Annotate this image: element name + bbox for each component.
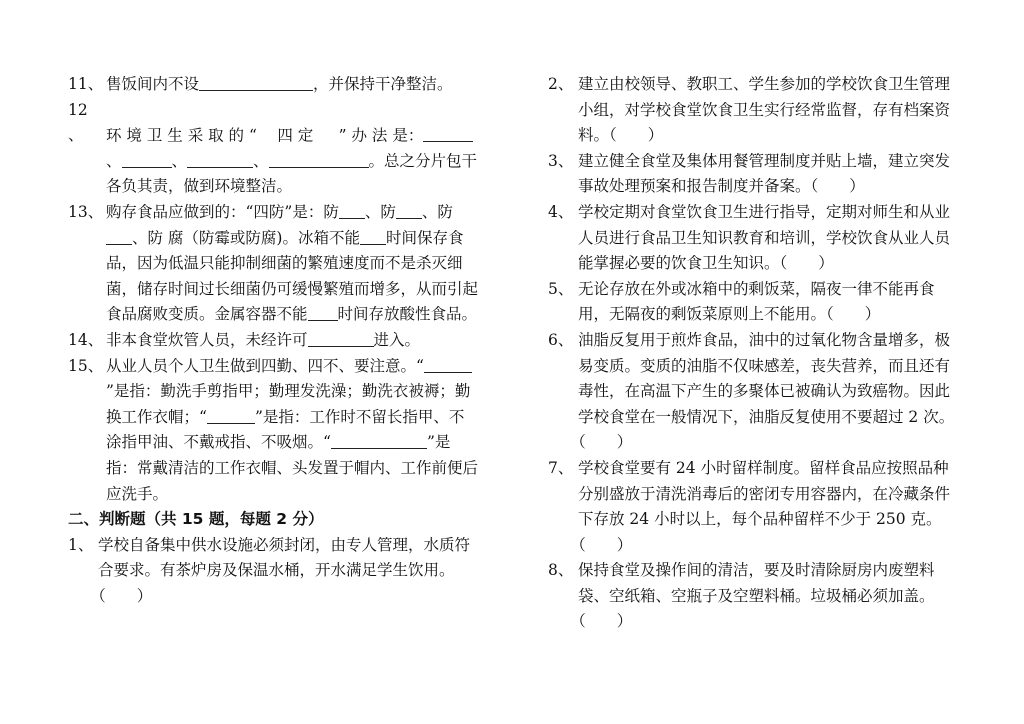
judge-item-7: 7、 学校食堂要有 24 小时留样制度。留样食品应按照品种分别盛放于清洗消毒后的密闭专用容器内，在冷藏条件下存放 24 小时以上，每个品种留样不少于 250 克。（ ） bbox=[548, 458, 951, 554]
answer-parenthesis[interactable]: （ ） bbox=[810, 177, 865, 196]
question-14: 14、 非本食堂炊管人员，未经许可 进入。 bbox=[68, 330, 421, 349]
fill-blank[interactable] bbox=[396, 202, 422, 219]
judge-item-4: 4、 学校定期对食堂饮食卫生进行指导，定期对师生和从业人员进行食品卫生知识教育和培训，学校饮食从业人员能掌握必要的饮食卫生知识。（ ） bbox=[548, 202, 951, 273]
fill-blank[interactable] bbox=[308, 330, 374, 347]
question-15: 15、 从业人员个人卫生做到四勤、四不、要注意。“”是指：勤洗手剪指甲；勤理发洗澡；勤洗衣被褥；勤换工作衣帽；“ ”是指：工作时不留长指甲、不涂指甲油、不戴戒指、不吸烟。“ ”是指：常戴清洁的工作衣帽、头发置于帽内、工作前便后应洗手。 bbox=[68, 356, 479, 503]
answer-parenthesis[interactable]: （ ） bbox=[779, 254, 834, 273]
judge-item-2: 2、 建立由校领导、教职工、学生参加的学校饮食卫生管理小组，对学校食堂饮食卫生实行经常监督，存有档案资料。（ ） bbox=[548, 75, 951, 145]
answer-parenthesis[interactable]: （ ） bbox=[578, 612, 633, 631]
answer-parenthesis[interactable]: （ ） bbox=[609, 126, 664, 145]
judge-item-1: 1、 学校自备集中供水设施必须封闭，由专人管理，水质符合要求。有茶炉房及保温水桶，开水满足学生饮用。（ ） bbox=[68, 535, 471, 605]
answer-parenthesis[interactable]: （ ） bbox=[826, 305, 881, 324]
fill-blank[interactable] bbox=[423, 125, 473, 142]
fill-blank[interactable] bbox=[360, 228, 386, 245]
fill-blank[interactable] bbox=[187, 151, 253, 168]
left-column bbox=[68, 72, 478, 609]
answer-parenthesis[interactable]: （ ） bbox=[578, 433, 633, 452]
fill-blank[interactable] bbox=[308, 304, 338, 321]
judge-item-5: 5、 无论存放在外或冰箱中的剩饭菜，隔夜一律不能再食用，无隔夜的剩饭菜原则上不能用。（ ） bbox=[548, 279, 935, 324]
section-heading: 二、判断题（共 15 题，每题 2 分） bbox=[68, 510, 324, 529]
question-12: 12 、 环 境 卫 生 采 取 的 “ 四 定 ” 办 法 是：、 、 、 。总之分片包干各负其责，做到环境整洁。 bbox=[68, 100, 478, 196]
fill-blank[interactable] bbox=[269, 151, 369, 168]
judge-item-3: 3、 建立健全食堂及集体用餐管理制度并贴上墙，建立突发事故处理预案和报告制度并备案。（ ） bbox=[548, 151, 951, 196]
fill-blank[interactable] bbox=[424, 356, 472, 373]
fill-blank[interactable] bbox=[339, 202, 365, 219]
judge-item-6: 6、 油脂反复用于煎炸食品，油中的过氧化物含量增多，极易变质。变质的油脂不仅味感差，丧失营养，而且还有毒性，在高温下产生的多聚体已被确认为致癌物。因此学校食堂在一般情况下，油脂反复使用不要超过 2 次。（ ） bbox=[548, 330, 955, 452]
fill-blank[interactable] bbox=[331, 432, 427, 449]
fill-blank[interactable] bbox=[207, 407, 255, 424]
question-13: 13、 购存食品应做到的：“四防”是：防 、防 、防、防 腐（防霉或防腐)。冰箱不能 时间保存食品，因为低温只能抑制细菌的繁殖速度而不是杀灭细菌，储存时间过长细菌仍可缓慢繁殖而增多，从而引起食品腐败变质。金属容器不能 时间存放酸性食品。 bbox=[68, 202, 479, 324]
judge-item-8: 8、 保持食堂及操作间的清洁，要及时清除厨房内废塑料袋、空纸箱、空瓶子及空塑料桶。垃圾桶必须加盖。（ ） bbox=[548, 561, 935, 631]
answer-parenthesis[interactable]: （ ） bbox=[578, 535, 633, 554]
answer-parenthesis[interactable]: （ ） bbox=[98, 586, 153, 605]
fill-blank[interactable] bbox=[106, 228, 132, 245]
fill-blank[interactable] bbox=[122, 151, 172, 168]
right-column bbox=[548, 72, 958, 635]
fill-blank[interactable] bbox=[199, 74, 313, 91]
question-11: 11、 售饭间内不设 ，并保持干净整洁。 bbox=[68, 75, 453, 93]
